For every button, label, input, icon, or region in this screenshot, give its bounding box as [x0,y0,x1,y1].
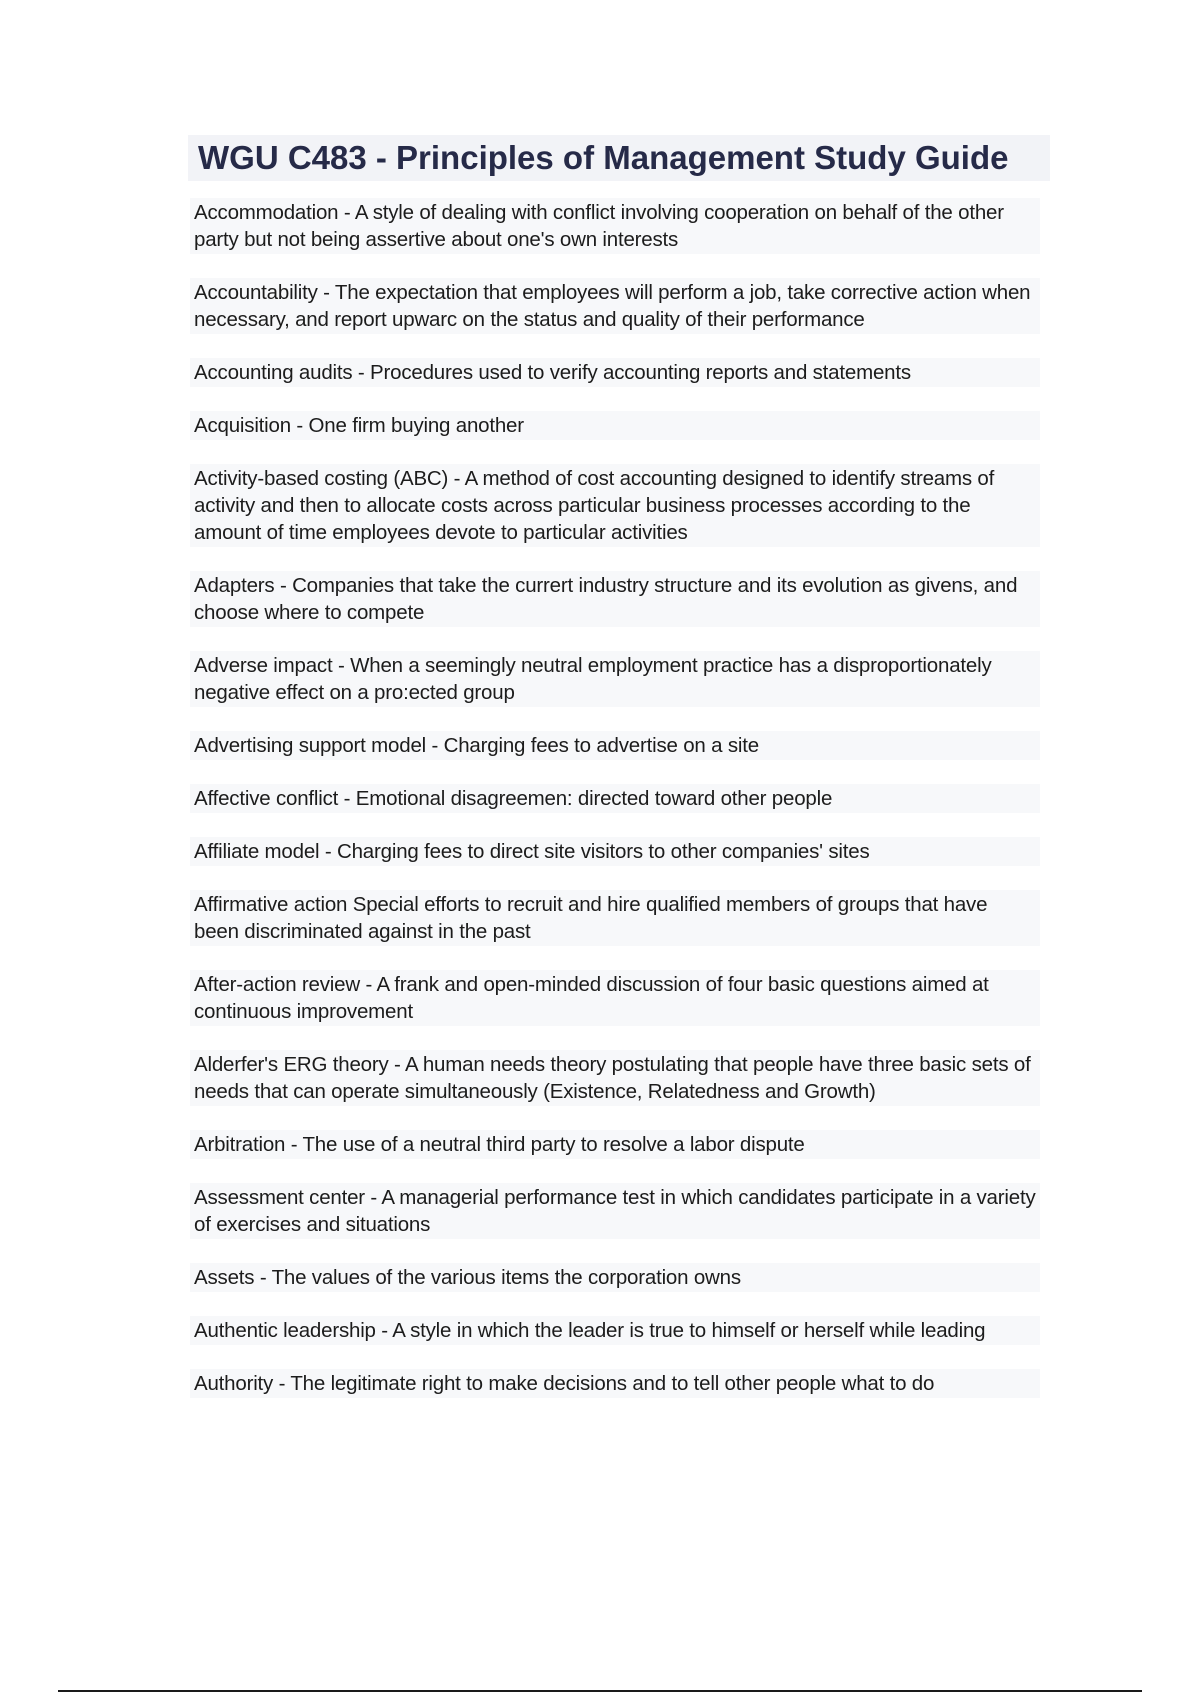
glossary-entry: Accommodation - A style of dealing with conflict involving cooperation on behalf of the other party but not being assertive about one's own interests [190,198,1040,254]
glossary-entry: Adverse impact - When a seemingly neutral employment practice has a disproportionately negative effect on a pro:ected group [190,651,1040,707]
glossary-entry: Accounting audits - Procedures used to verify accounting reports and statements [190,358,1040,387]
glossary-entry: Affective conflict - Emotional disagreemen: directed toward other people [190,784,1040,813]
glossary-entry: Arbitration - The use of a neutral third party to resolve a labor dispute [190,1130,1040,1159]
glossary-list [190,198,1040,1422]
glossary-entry: Authentic leadership - A style in which the leader is true to himself or herself while leading [190,1316,1040,1345]
glossary-entry: Affirmative action Special efforts to recruit and hire qualified members of groups that have been discriminated against in the past [190,890,1040,946]
glossary-entry: After-action review - A frank and open-minded discussion of four basic questions aimed at continuous improvement [190,970,1040,1026]
page-title: WGU C483 - Principles of Management Study Guide [188,135,1050,181]
glossary-entry: Acquisition - One firm buying another [190,411,1040,440]
glossary-entry: Affiliate model - Charging fees to direct site visitors to other companies' sites [190,837,1040,866]
glossary-entry: Assets - The values of the various items the corporation owns [190,1263,1040,1292]
glossary-entry: Assessment center - A managerial performance test in which candidates participate in a variety of exercises and situations [190,1183,1040,1239]
glossary-entry: Accountability - The expectation that employees will perform a job, take corrective action when necessary, and report upwarc on the status and quality of their performance [190,278,1040,334]
glossary-entry: Authority - The legitimate right to make decisions and to tell other people what to do [190,1369,1040,1398]
glossary-entry: Activity-based costing (ABC) - A method of cost accounting designed to identify streams of activity and then to allocate costs across particular business processes according to the amount of time employees devote to particular activities [190,464,1040,547]
glossary-entry: Advertising support model - Charging fees to advertise on a site [190,731,1040,760]
glossary-entry: Adapters - Companies that take the currert industry structure and its evolution as givens, and choose where to compete [190,571,1040,627]
glossary-entry: Alderfer's ERG theory - A human needs theory postulating that people have three basic sets of needs that can operate simultaneously (Existence, Relatedness and Growth) [190,1050,1040,1106]
footer-divider [58,1690,1142,1692]
